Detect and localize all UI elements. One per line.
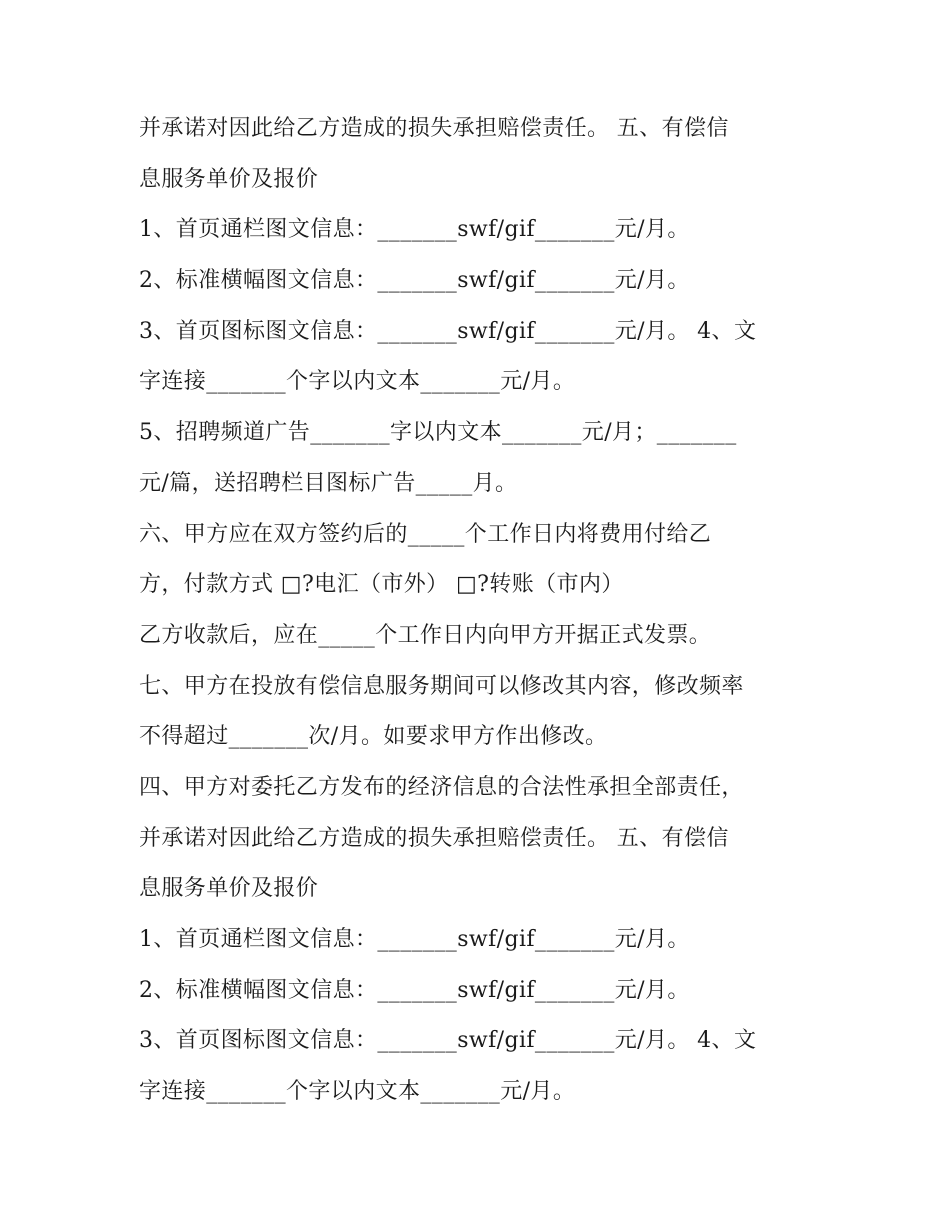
- text-line: 并承诺对因此给乙方造成的损失承担赔偿责任。 五、有偿信: [139, 825, 729, 851]
- text-line: 四、甲方对委托乙方发布的经济信息的合法性承担全部责任，: [139, 774, 744, 800]
- text-line: 不得超过_______次/月。如要求甲方作出修改。: [139, 724, 608, 750]
- text-line: 字连接_______个字以内文本_______元/月。: [139, 369, 576, 395]
- text-line: 字连接_______个字以内文本_______元/月。: [139, 1079, 576, 1105]
- text-line: 2、标准横幅图文信息：_______swf/gif_______元/月。: [139, 268, 690, 294]
- text-line: 方，付款方式 □?电汇（市外） □?转账（市内）: [139, 572, 624, 598]
- text-line: 七、甲方在投放有偿信息服务期间可以修改其内容，修改频率: [139, 673, 744, 699]
- text-line: 息服务单价及报价: [139, 876, 319, 902]
- text-line: 2、标准横幅图文信息：_______swf/gif_______元/月。: [139, 977, 690, 1003]
- text-line: 元/篇，送招聘栏目图标广告_____月。: [139, 470, 518, 496]
- document-body: [139, 104, 829, 1118]
- text-line: 乙方收款后，应在_____个工作日内向甲方开据正式发票。: [139, 622, 712, 648]
- text-line: 3、首页图标图文信息：_______swf/gif_______元/月。 4、文: [139, 318, 757, 344]
- text-line: 1、首页通栏图文信息：_______swf/gif_______元/月。: [139, 217, 690, 243]
- text-line: 六、甲方应在双方签约后的_____个工作日内将费用付给乙: [139, 521, 712, 547]
- text-line: 5、招聘频道广告_______字以内文本_______元/月；_______: [139, 420, 737, 446]
- text-line: 1、首页通栏图文信息：_______swf/gif_______元/月。: [139, 927, 690, 952]
- text-line: 并承诺对因此给乙方造成的损失承担赔偿责任。 五、有偿信: [139, 116, 729, 141]
- text-line: 息服务单价及报价: [139, 166, 319, 192]
- text-line: 3、首页图标图文信息：_______swf/gif_______元/月。 4、文: [139, 1028, 757, 1054]
